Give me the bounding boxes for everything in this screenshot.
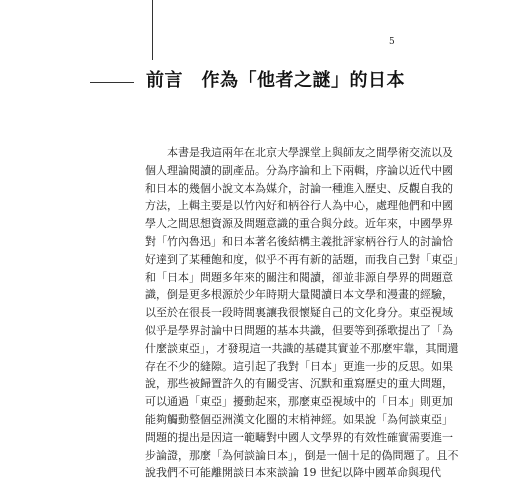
text-line: 步論證，那麼「為何談論日本」，倒是一個十足的偽問題了。且不 xyxy=(145,448,459,462)
heading-rule xyxy=(90,82,134,83)
text-line: 說，那些被歸置許久的有關受害、沉默和重寫歷史的重大問題， xyxy=(145,377,453,391)
text-line: 學人之間思想資源及問題意識的重合與分歧。近年來，中國學界 xyxy=(145,217,453,231)
page-number: 5 xyxy=(389,37,395,47)
body-text xyxy=(145,144,464,482)
margin-rule-vertical xyxy=(152,0,153,60)
text-line: 和「日本」問題多年來的關注和閱讀，卻並非源自學界的問題意 xyxy=(145,270,453,284)
text-line: 方法，上輯主要是以竹內好和柄谷行人為中心，處理他們和中國 xyxy=(145,199,453,213)
text-line: 個人理論閱讀的副產品。分為序論和上下兩輯，序論以近代中國 xyxy=(145,163,453,177)
text-line: 說我們不可能離開談日本來談論 19 世紀以降中國革命與現代 xyxy=(145,466,441,480)
chapter-title: 前言 作為「他者之謎」的日本 xyxy=(146,70,405,91)
text-line: 可以通過「東亞」擾動起來，那麼東亞視域中的「日本」則更加 xyxy=(145,395,453,409)
text-line: 什麼談東亞」，才發現這一共識的基礎其實並不那麼牢靠，其間還 xyxy=(145,341,459,355)
text-line: 對「竹內魯迅」和日本著名後結構主義批評家柄谷行人的討論恰 xyxy=(145,234,453,248)
text-line: 能夠觸動整個亞洲漢文化圈的末梢神經。如果說「為何談東亞」 xyxy=(145,412,453,426)
text-line: 好達到了某種飽和度，似乎不再有新的話題，而我自己對「東亞」 xyxy=(145,252,464,266)
text-line: 以至於在很長一段時間裏讓我很懷疑自己的文化身分。東亞視域 xyxy=(145,306,453,320)
text-line: 問題的提出是因這一範疇對中國人文學界的有效性確實需要進一 xyxy=(145,430,453,444)
text-line: 和日本的幾個小說文本為媒介，討論一種進入歷史、反觀自我的 xyxy=(145,181,453,195)
text-line: 識，倒是更多根源於少年時期大量閱讀日本文學和漫畫的經驗， xyxy=(145,288,453,302)
text-line: 本書是我這兩年在北京大學課堂上與師友之間學術交流以及 xyxy=(167,146,453,159)
text-line: 存在不少的縫隙。這引起了我對「日本」更進一步的反思。如果 xyxy=(145,359,453,373)
text-line: 似乎是學界討論中日問題的基本共識，但要等到孫歌提出了「為 xyxy=(145,323,453,337)
